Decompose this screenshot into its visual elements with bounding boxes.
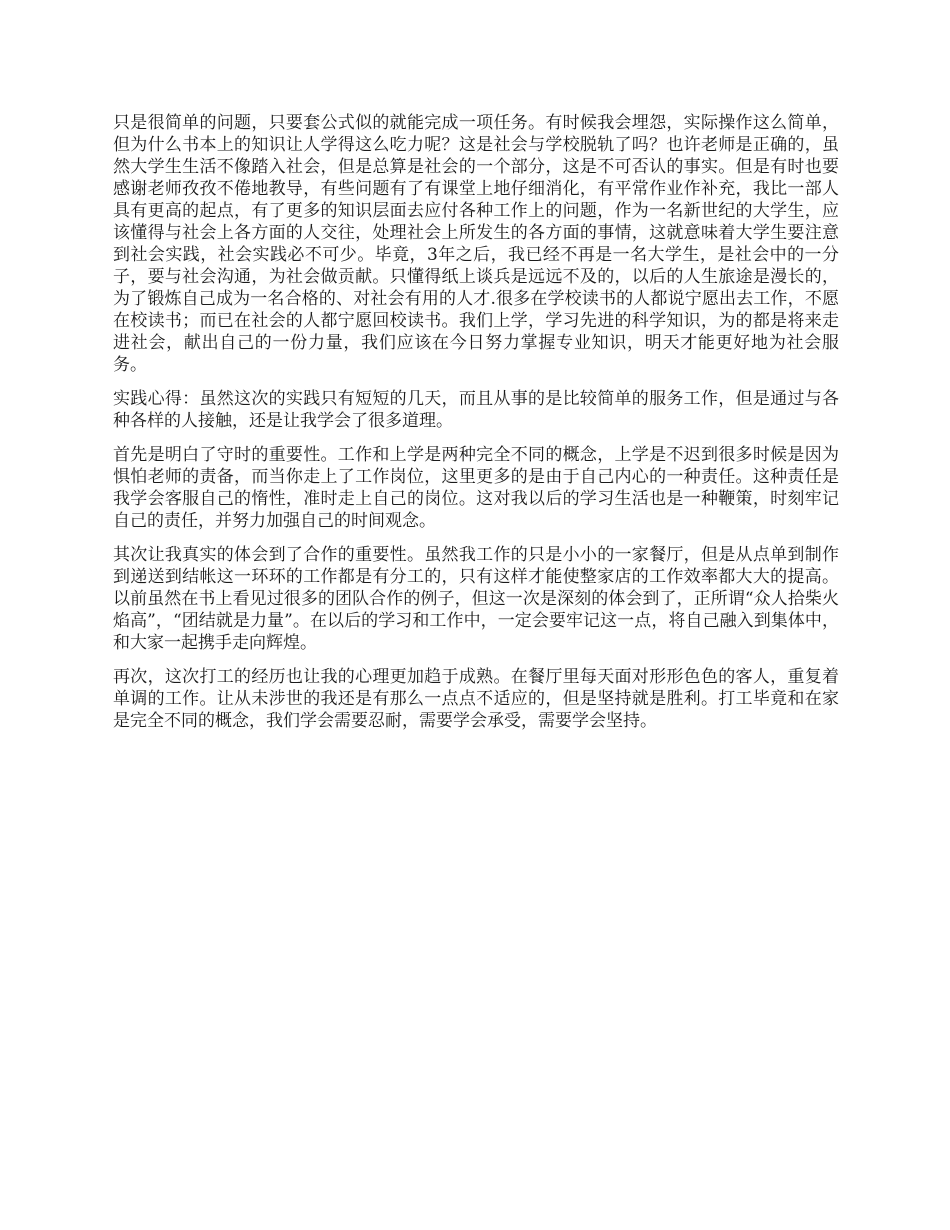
- paragraph-practice-reflection: 实践心得：虽然这次的实践只有短短的几天，而且从事的是比较简单的服务工作，但是通过与各种各样的人接触，还是让我学会了很多道理。: [113, 389, 839, 431]
- paragraph-study-and-society: 只是很简单的问题，只要套公式似的就能完成一项任务。有时候我会埋怨，实际操作这么简单，但为什么书本上的知识让人学得这么吃力呢？这是社会与学校脱轨了吗？也许老师是正确的，虽然大学生生活不像踏入社会，但是总算是社会的一个部分，这是不可否认的事实。但是有时也要感谢老师孜孜不倦地教导，有些问题有了有课堂上地仔细消化，有平常作业作补充，我比一部人具有更高的起点，有了更多的知识层面去应付各种工作上的问题，作为一名新世纪的大学生，应该懂得与社会上各方面的人交往，处理社会上所发生的各方面的事情，这就意味着大学生要注意到社会实践，社会实践必不可少。毕竟，3年之后，我已经不再是一名大学生，是社会中的一分子，要与社会沟通，为社会做贡献。只懂得纸上谈兵是远远不及的，以后的人生旅途是漫长的，为了锻炼自己成为一名合格的、对社会有用的人才.很多在学校读书的人都说宁愿出去工作，不愿在校读书；而已在社会的人都宁愿回校读书。我们上学，学习先进的科学知识，为的都是将来走进社会，献出自己的一份力量，我们应该在今日努力掌握专业知识，明天才能更好地为社会服务。: [113, 113, 839, 375]
- paragraph-teamwork: 其次让我真实的体会到了合作的重要性。虽然我工作的只是小小的一家餐厅，但是从点单到制作到递送到结帐这一环环的工作都是有分工的，只有这样才能使整家店的工作效率都大大的提高。以前虽然在书上看见过很多的团队合作的例子，但这一次是深刻的体会到了，正所谓“众人拾柴火焰高”，“团结就是力量”。在以后的学习和工作中，一定会要牢记这一点，将自己融入到集体中，和大家一起携手走向辉煌。: [113, 545, 839, 653]
- paragraph-maturity: 再次，这次打工的经历也让我的心理更加趋于成熟。在餐厅里每天面对形形色色的客人，重复着单调的工作。让从未涉世的我还是有那么一点点不适应的，但是坚持就是胜利。打工毕竟和在家是完全不同的概念，我们学会需要忍耐，需要学会承受，需要学会坚持。: [113, 667, 839, 731]
- paragraph-punctuality: 首先是明白了守时的重要性。工作和上学是两种完全不同的概念，上学是不迟到很多时候是因为惧怕老师的责备，而当你走上了工作岗位，这里更多的是由于自己内心的一种责任。这种责任是我学会客服自己的惰性，准时走上自己的岗位。这对我以后的学习生活也是一种鞭策，时刻牢记自己的责任，并努力加强自己的时间观念。: [113, 445, 839, 531]
- document-body: [113, 112, 839, 744]
